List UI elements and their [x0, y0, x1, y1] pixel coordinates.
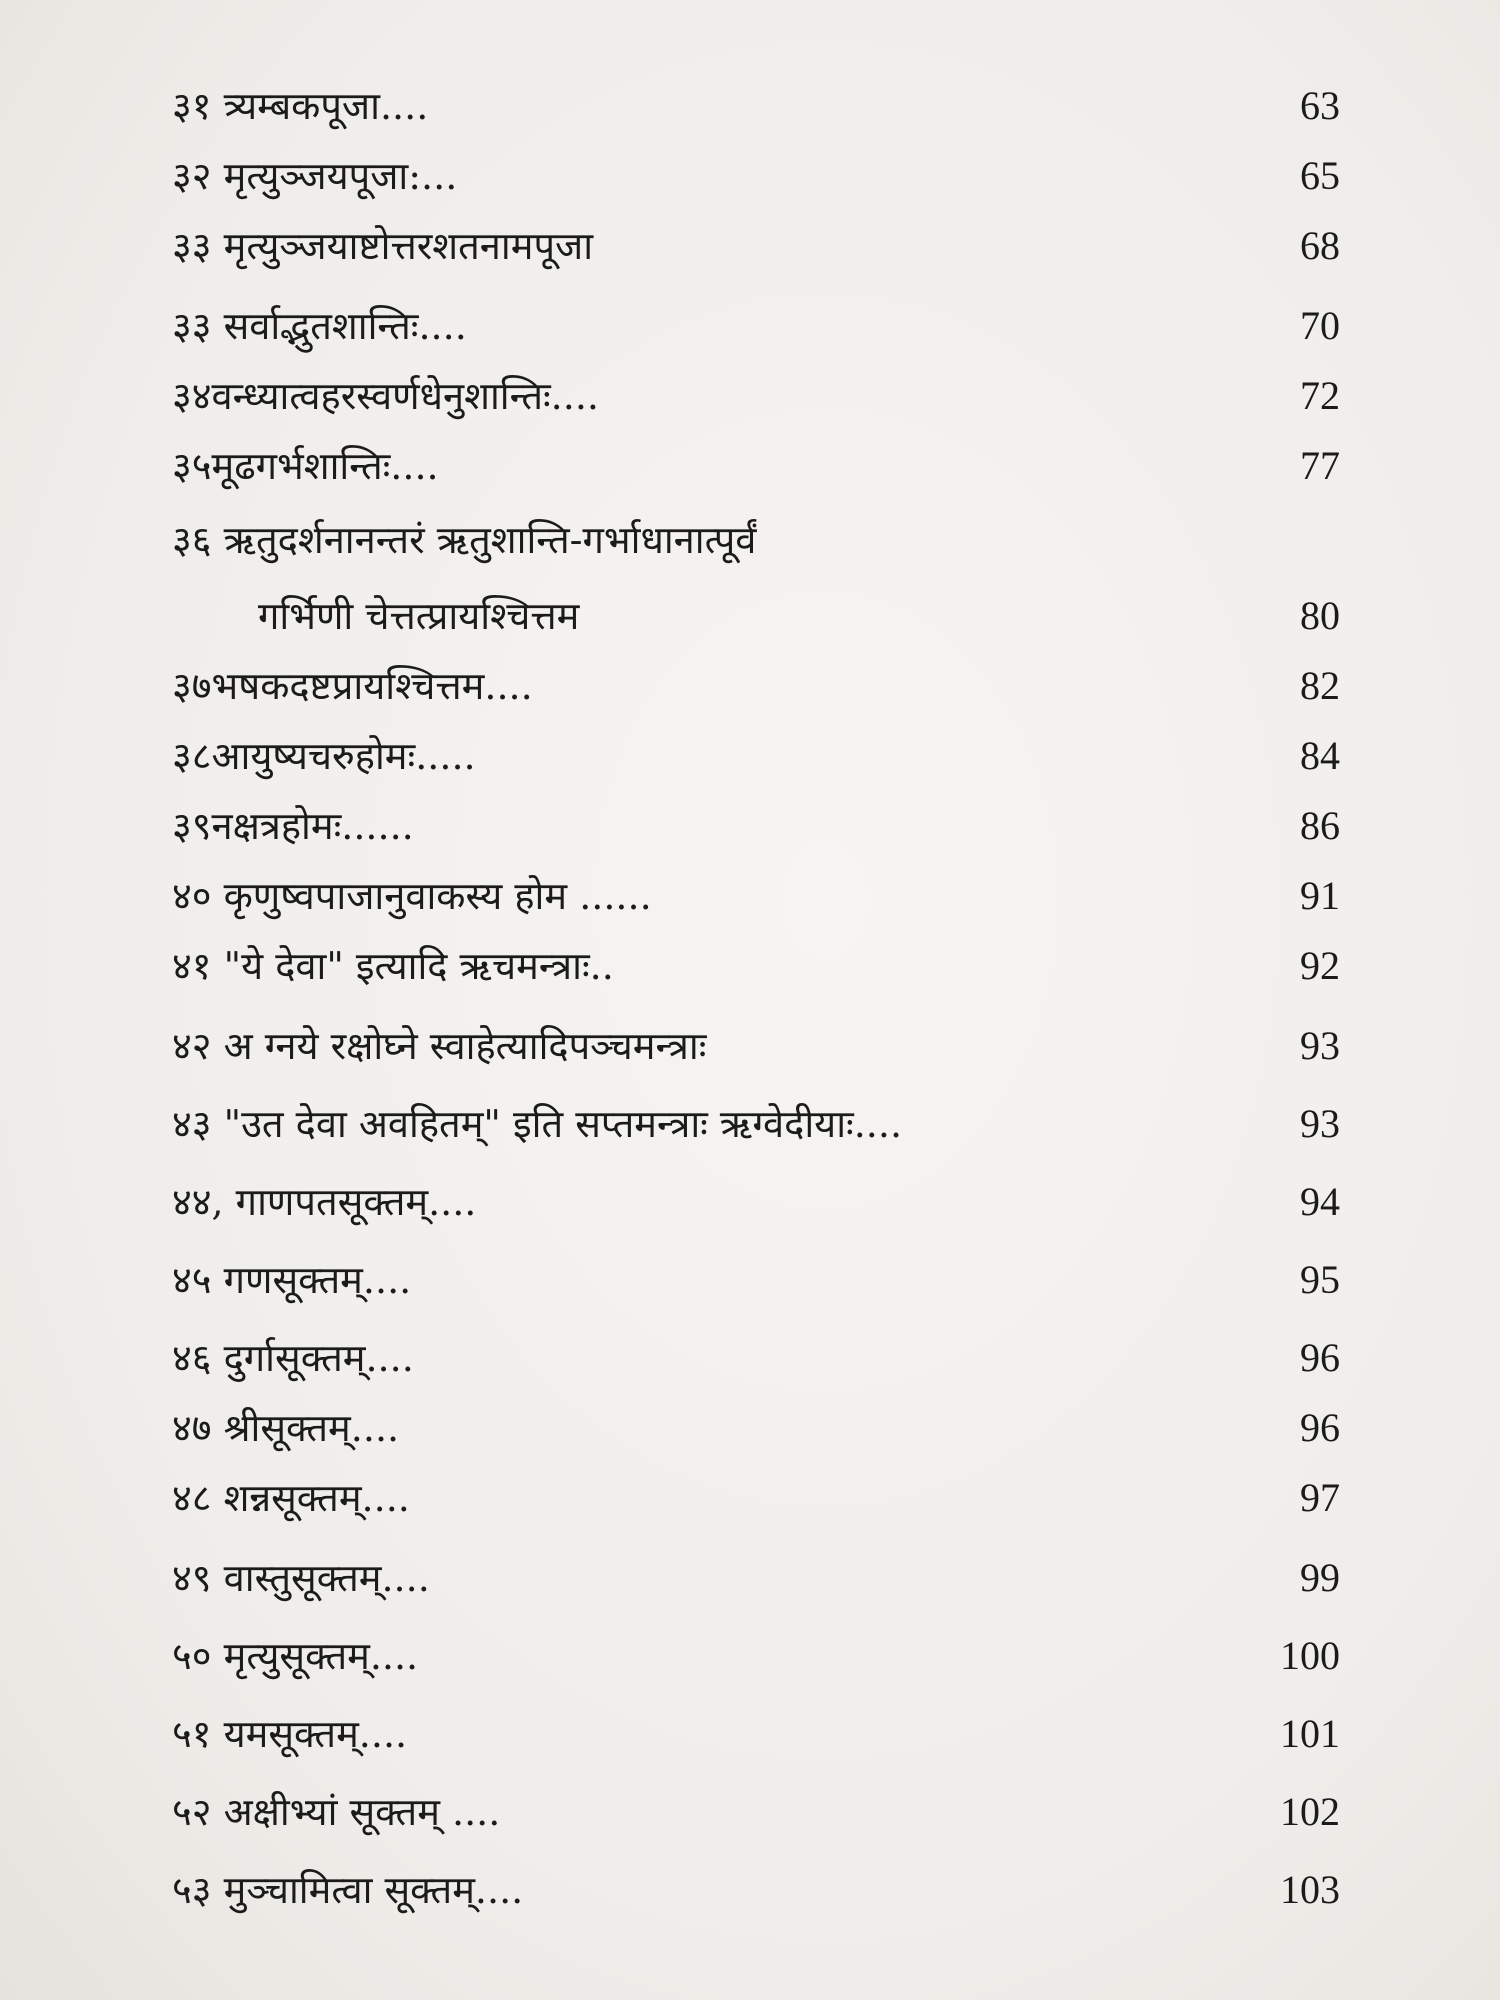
toc-entry [172, 936, 1340, 996]
toc-entry-title: ५२ अक्षीभ्यां सूक्तम् .... [172, 1790, 501, 1834]
toc-entry [172, 1860, 1340, 1920]
toc-entry-title: ४१ "ये देवा" इत्यादि ऋचमन्त्राः.. [172, 944, 614, 988]
toc-entry-title: ४० कृणुष्वपाजानुवाकस्य होम ...... [172, 874, 652, 918]
toc-entry [172, 1782, 1340, 1842]
toc-entry [172, 76, 1340, 136]
toc-entry-title: ३७भषकदष्टप्रायश्चित्तम.... [172, 664, 533, 708]
toc-entry-title: ३६ ऋतुदर्शनानन्तरं ऋतुशान्ति-गर्भाधानात्पूर्वं [172, 518, 757, 562]
toc-entry [172, 1172, 1340, 1232]
toc-entry [172, 726, 1340, 786]
toc-entry [172, 1704, 1340, 1764]
toc-entry-page: 93 [1300, 1101, 1340, 1146]
toc-entry-title: ३३ सर्वाद्भुतशान्तिः.... [172, 304, 467, 348]
toc-entry-title: ३५मूढगर्भशान्तिः.... [172, 444, 439, 488]
toc-entry [172, 866, 1340, 926]
toc-entry-page: 94 [1300, 1179, 1340, 1224]
toc-entry-title: ३८आयुष्यचरुहोमः..... [172, 734, 476, 778]
toc-entry [172, 510, 1340, 570]
toc-entry-page: 63 [1300, 83, 1340, 128]
toc-entry-page: 99 [1300, 1555, 1340, 1600]
toc-entry-title: ५१ यमसूक्तम्.... [172, 1712, 408, 1756]
toc-entry [172, 1094, 1340, 1154]
toc-entry-page: 103 [1280, 1867, 1340, 1912]
toc-entry-title: ४२ अ ग्नये रक्षोघ्ने स्वाहेत्यादिपञ्चमन्त्राः [172, 1024, 707, 1068]
toc-entry [172, 1328, 1340, 1388]
toc-entry-title: ३३ मृत्युञ्जयाष्टोत्तरशतनामपूजा [172, 224, 594, 268]
toc-entry-page: 100 [1280, 1633, 1340, 1678]
toc-entry-title: ४६ दुर्गासूक्तम्.... [172, 1336, 414, 1380]
toc-entry-title-continued: गर्भिणी चेत्तत्प्रायश्चित्तम [258, 594, 580, 638]
toc-entry-page: 93 [1300, 1023, 1340, 1068]
toc-entry-title: ३९नक्षत्रहोमः...... [172, 804, 414, 848]
toc-entry-title: ३१ त्र्यम्बकपूजा.... [172, 84, 429, 128]
toc-entry [172, 366, 1340, 426]
toc-entry-title: ४३ "उत देवा अवहितम्" इति सप्तमन्त्राः ऋग्वेदीयाः.... [172, 1102, 903, 1146]
toc-entry-title: ४४, गाणपतसूक्तम्.... [172, 1180, 477, 1224]
toc-entry-title: ४७ श्रीसूक्तम्.... [172, 1406, 400, 1450]
toc-entry-page: 68 [1300, 223, 1340, 268]
toc-entry-page: 84 [1300, 733, 1340, 778]
toc-entry-title: ४९ वास्तुसूक्तम्.... [172, 1556, 430, 1600]
toc-entry-page: 95 [1300, 1257, 1340, 1302]
toc-entry-page: 101 [1280, 1711, 1340, 1756]
toc-entry [172, 296, 1340, 356]
toc-entry-continuation [172, 586, 1340, 646]
toc-entry [172, 1626, 1340, 1686]
toc-entry [172, 1468, 1340, 1528]
toc-entry-page: 72 [1300, 373, 1340, 418]
toc-entry-page: 91 [1300, 873, 1340, 918]
toc-entry [172, 1250, 1340, 1310]
toc-entry-page: 77 [1300, 443, 1340, 488]
toc-entry-page: 82 [1300, 663, 1340, 708]
toc-entry [172, 1398, 1340, 1458]
toc-entry [172, 796, 1340, 856]
toc-entry [172, 146, 1340, 206]
toc-entry-title: ४८ शन्नसूक्तम्.... [172, 1476, 410, 1520]
toc-entry-title: ३४वन्ध्यात्वहरस्वर्णधेनुशान्तिः.... [172, 374, 599, 418]
toc-entry-page: 80 [1300, 593, 1340, 638]
toc-entry-page: 102 [1280, 1789, 1340, 1834]
toc-entry-page: 97 [1300, 1475, 1340, 1520]
toc-entry-page: 96 [1300, 1335, 1340, 1380]
toc-entry [172, 1016, 1340, 1076]
toc-entry-title: ४५ गणसूक्तम्.... [172, 1258, 412, 1302]
toc-entry [172, 1548, 1340, 1608]
toc-entry [172, 216, 1340, 276]
toc-entry [172, 656, 1340, 716]
toc-entry-page: 86 [1300, 803, 1340, 848]
toc-entry [172, 436, 1340, 496]
toc-entry-title: ३२ मृत्युञ्जयपूजा:... [172, 154, 458, 198]
toc-entry-page: 92 [1300, 943, 1340, 988]
toc-entry-title: ५० मृत्युसूक्तम्.... [172, 1634, 419, 1678]
toc-entry-page: 96 [1300, 1405, 1340, 1450]
toc-entry-title: ५३ मुञ्चामित्वा सूक्तम्.... [172, 1868, 524, 1912]
toc-entry-page: 65 [1300, 153, 1340, 198]
toc-entry-page: 70 [1300, 303, 1340, 348]
